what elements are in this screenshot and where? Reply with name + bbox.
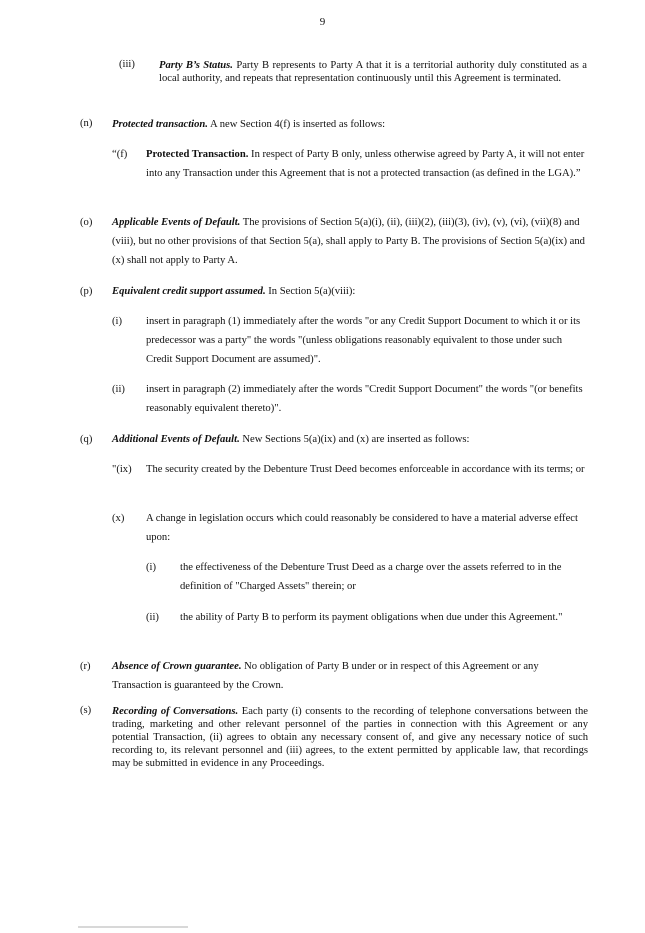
list-item-label: (i): [146, 562, 156, 573]
clause-protected-transaction: [112, 115, 587, 134]
sub-clause-ix: The security created by the Debenture Trust Deed becomes enforceable in accordance with its terms; or: [146, 464, 585, 475]
clause-label: (s): [80, 705, 92, 716]
sub-clause-protected-transaction: [146, 145, 588, 183]
clause-label: (o): [80, 217, 93, 228]
sub-clause-body: In respect of Party B only, unless otherwise agreed by Party A, it will not enter into any Transaction under this Agreement that is not a protected transaction (as defined in the LGA).”: [146, 149, 585, 179]
clause-title: Equivalent credit support assumed.: [112, 286, 266, 297]
sub-clause-label: “(f): [112, 149, 128, 160]
clause-body: In Section 5(a)(viii):: [265, 286, 356, 297]
list-item: the ability of Party B to perform its payment obligations when due under this Agreement.": [180, 612, 563, 623]
clause-title: Protected transaction.: [112, 119, 208, 130]
list-item-label: (ii): [146, 612, 159, 623]
clause-absence-of-crown-guarantee: [112, 657, 588, 695]
page-number: 9: [319, 16, 326, 28]
list-item-label: (i): [112, 316, 122, 327]
clause-body: New Sections 5(a)(ix) and (x) are inserted as follows:: [239, 434, 470, 445]
clause-label: (p): [80, 286, 93, 297]
clause-equivalent-credit-support: [112, 282, 588, 301]
clause-title: Absence of Crown guarantee.: [112, 661, 242, 672]
list-item: the effectiveness of the Debenture Trust Deed as a charge over the assets referred to in the definition of "Charged Assets" therein; or: [180, 562, 562, 592]
list-item: insert in paragraph (2) immediately after the words "Credit Support Document" the words "(or benefits reasonably equivalent thereto)".: [146, 384, 583, 414]
clause-title: Recording of Conversations.: [112, 706, 239, 717]
list-item-label: (ii): [112, 384, 125, 395]
clause-additional-events-of-default: [112, 430, 588, 449]
clause-title: Applicable Events of Default.: [112, 217, 241, 228]
clause-body: Party B represents to Party A that it is a territorial authority duly constituted as a local authority, and repeats that representation continuously until this Agreement is terminated.: [159, 60, 587, 84]
list-item: insert in paragraph (1) immediately after the words "or any Credit Support Document to which it or its predecessor was a party" the words "(unless obligations reasonably equivalent to those under such Credit Support Document are assumed)".: [146, 316, 581, 365]
clause-applicable-events-of-default: [112, 213, 588, 270]
clause-title: Additional Events of Default.: [112, 434, 240, 445]
footer-reference-mark: [78, 926, 188, 928]
clause-body: A new Section 4(f) is inserted as follows:: [207, 119, 386, 130]
clause-recording-of-conversations: [112, 705, 588, 770]
sub-clause-x: A change in legislation occurs which could reasonably be considered to have a material adverse effect upon:: [146, 513, 578, 543]
clause-body: The provisions of Section 5(a)(i), (ii), (iii)(2), (iii)(3), (iv), (v), (vi), (vii)(8) and (viii), but no other provisions of that Section 5(a), shall apply to Party B. The provisions of Section 5(a)(ix) and (x) shall not apply to Party A.: [112, 217, 585, 266]
sub-clause-title: Protected Transaction.: [146, 149, 249, 160]
clause-title: Party B’s Status.: [159, 60, 233, 71]
sub-clause-label: (x): [112, 513, 125, 524]
clause-label: (q): [80, 434, 93, 445]
sub-clause-label: "(ix): [112, 464, 132, 475]
clause-label: (iii): [119, 59, 135, 70]
clause-body: Each party (i) consents to the recording of telephone conversations between the trading, marketing and other relevant personnel of the parties in connection with this Agreement or any potential Transaction, (ii) agrees to obtain any necessary consent of, and give any necessary notice of such recording to, its relevant personnel and (iii) agrees, to the extent permitted by applicable law, that recordings may be submitted in evidence in any Proceedings.: [112, 706, 588, 769]
clause-party-b-status: [159, 59, 587, 85]
clause-body: No obligation of Party B under or in respect of this Agreement or any Transaction is guaranteed by the Crown.: [112, 661, 539, 691]
clause-label: (r): [80, 661, 91, 672]
clause-label: (n): [80, 118, 93, 129]
